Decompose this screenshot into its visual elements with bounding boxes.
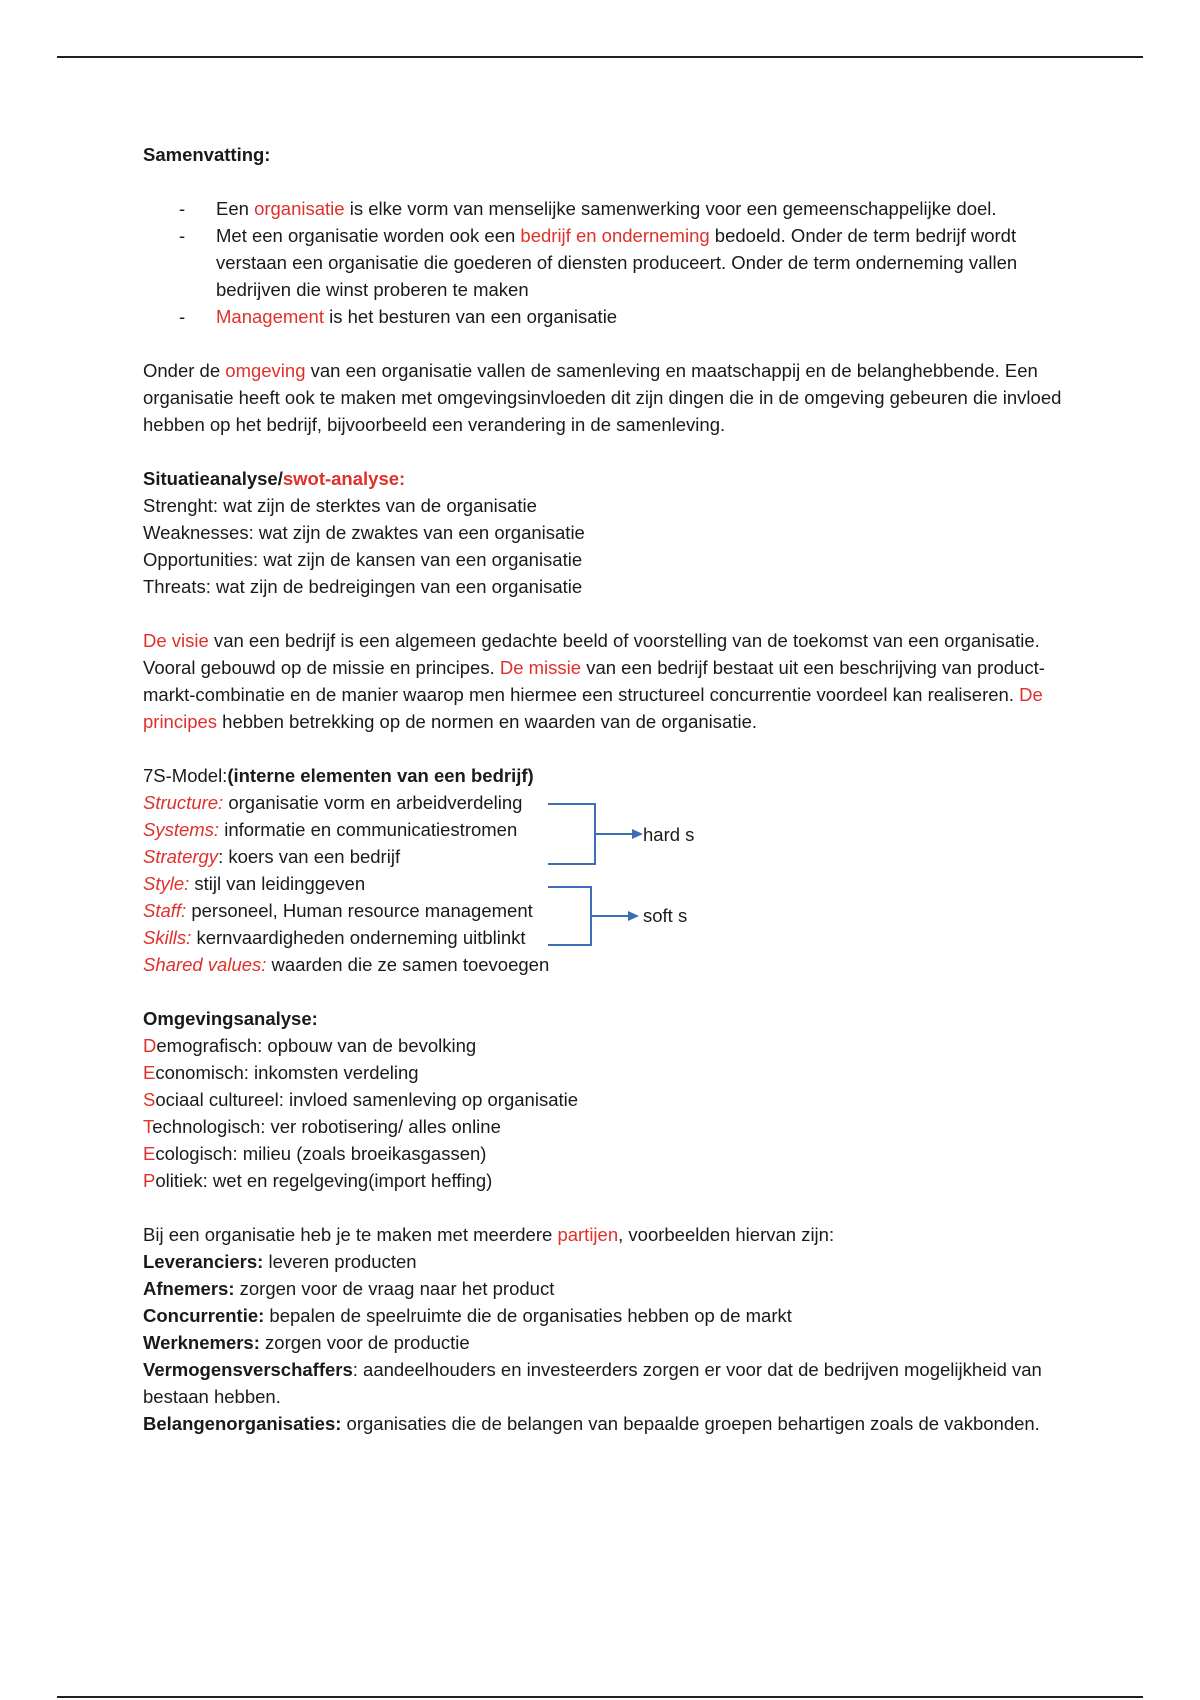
seven-s-item: Stratergy: koers van een bedrijf [143,846,401,867]
key-term: De visie [143,630,209,651]
partij-item: Werknemers: zorgen voor de productie [143,1332,470,1353]
footer-rule [57,1696,1143,1698]
seven-s-item: Structure: organisatie vorm en arbeidverdeling [143,792,523,813]
partij-item: Leveranciers: leveren producten [143,1251,417,1272]
partij-item: Vermogensverschaffers: aandeelhouders en investeerders zorgen er voor dat de bedrijven mogelijkheid van bestaan hebben. [143,1359,1042,1407]
seven-s-item: Shared values: waarden die ze samen toevoegen [143,954,550,975]
swot-heading: Situatieanalyse/swot-analyse: [143,468,406,489]
destep-item: Demografisch: opbouw van de bevolking [143,1035,477,1056]
swot-line: Threats: wat zijn de bedreigingen van een organisatie [143,576,583,597]
list-item: - Een organisatie is elke vorm van menselijke samenwerking voor een gemeenschappelijke doel. [143,195,1063,222]
swot-line: Opportunities: wat zijn de kansen van een organisatie [143,549,583,570]
key-term: partijen [557,1224,619,1245]
swot-line: Strenght: wat zijn de sterktes van de organisatie [143,495,537,516]
swot-section [143,465,1063,600]
seven-s-model [143,762,1063,978]
key-term: Management [216,306,324,327]
dash-bullet: - [179,198,186,219]
partijen-intro: Bij een organisatie heb je te maken met meerdere partijen, voorbeelden hiervan zijn: [143,1224,835,1245]
destep-item: Economisch: inkomsten verdeling [143,1062,419,1083]
list-item: - Met een organisatie worden ook een bedrijf en onderneming bedoeld. Onder de term bedrijf wordt verstaan een organisatie die goederen of diensten produceert. Onder de term onderneming vallen bedrijven die winst proberen te maken [143,222,1063,303]
list-item: - Management is het besturen van een organisatie [143,303,1063,330]
swot-line: Weaknesses: wat zijn de zwaktes van een organisatie [143,522,585,543]
dash-bullet: - [179,306,186,327]
seven-s-item: Skills: kernvaardigheden onderneming uitblinkt [143,927,526,948]
seven-s-heading: 7S-Model:(interne elementen van een bedrijf) [143,765,534,786]
dash-bullet: - [179,225,186,246]
key-term: organisatie [254,198,345,219]
soft-s-label: soft s [643,905,688,926]
key-term: bedrijf en onderneming [520,225,710,246]
destep-item: Politiek: wet en regelgeving(import heffing) [143,1170,493,1191]
key-term: De missie [499,657,582,678]
seven-s-item: Staff: personeel, Human resource management [143,900,533,921]
hard-s-label: hard s [643,824,695,845]
partij-item: Concurrentie: bepalen de speelruimte die de organisaties hebben op de markt [143,1305,792,1326]
header-rule [57,56,1143,58]
key-term: omgeving [225,360,306,381]
key-term: De principes [143,684,1043,732]
document-page [143,141,1063,1437]
seven-s-item: Style: stijl van leidinggeven [143,873,366,894]
destep-item: Ecologisch: milieu (zoals broeikasgassen) [143,1143,487,1164]
destep-item: Technologisch: ver robotisering/ alles online [143,1116,501,1137]
partij-item: Belangenorganisaties: organisaties die de belangen van bepaalde groepen behartigen zoals de vakbonden. [143,1413,1040,1434]
visie-paragraph: De visie van een bedrijf is een algemeen gedachte beeld of voorstelling van de toekomst van een organisatie. Vooral gebouwd op de missie en principes. De missie van een bedrijf bestaat uit een beschrijving van product-markt-combinatie en de manier waarop men hiermee een structureel concurrentie voordeel kan realiseren. De principes hebben betrekking op de normen en waarden van de organisatie. [143,630,1045,732]
omgevingsanalyse-heading: Omgevingsanalyse: [143,1008,318,1029]
omgevingsanalyse-section [143,1005,1063,1194]
destep-item: Sociaal cultureel: invloed samenleving op organisatie [143,1089,579,1110]
partij-item: Afnemers: zorgen voor de vraag naar het product [143,1278,555,1299]
definition-list [143,195,1063,330]
partijen-section [143,1221,1063,1437]
page-title: Samenvatting: [143,144,271,165]
omgeving-paragraph: Onder de omgeving van een organisatie vallen de samenleving en maatschappij en de belanghebbende. Een organisatie heeft ook te maken met omgevingsinvloeden dit zijn dingen die in de omgeving gebeuren die invloed hebben op het bedrijf, bijvoorbeeld een verandering in de samenleving. [143,360,1062,435]
seven-s-item: Systems: informatie en communicatiestromen [143,819,518,840]
